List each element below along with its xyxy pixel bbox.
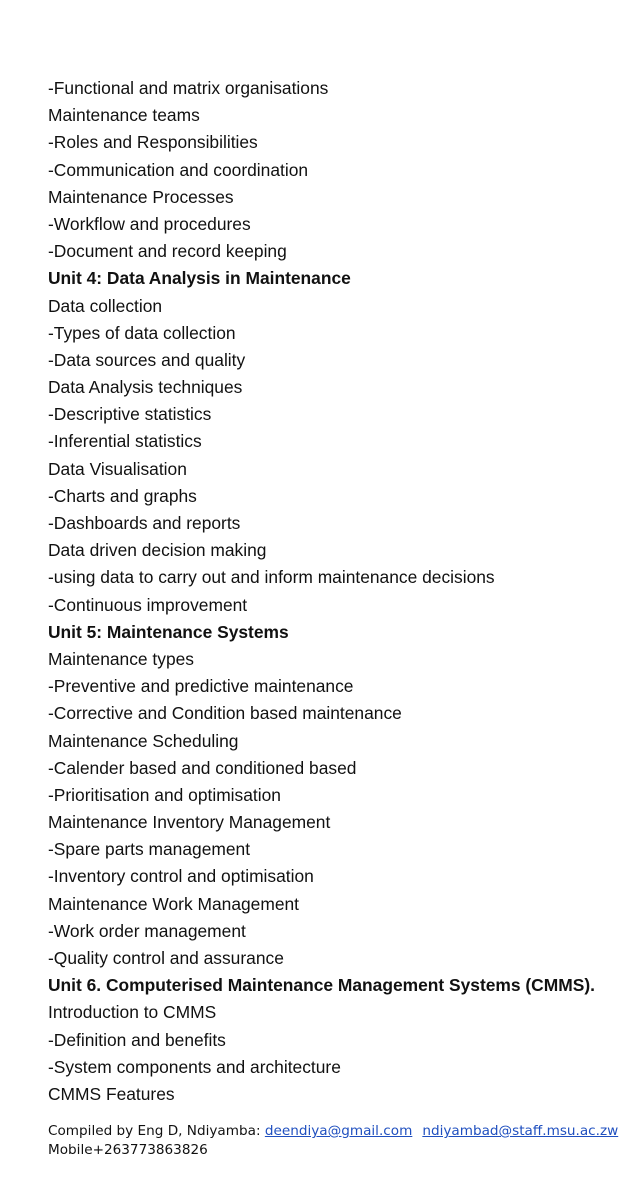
outline-line: -Roles and Responsibilities [48,132,258,153]
outline-line: CMMS Features [48,1083,175,1104]
outline-line: Data Visualisation [48,458,187,479]
outline-line: Data collection [48,295,163,316]
outline-line: -Data sources and quality [48,349,246,370]
outline-line: Maintenance Work Management [48,893,300,914]
outline-line: -Functional and matrix organisations [48,78,329,98]
outline-line: -Prioritisation and optimisation [48,784,281,805]
unit-heading: Unit 6. Computerised Maintenance Management Systems (CMMS). [48,975,595,996]
outline-line: -Continuous improvement [48,594,248,615]
page-footer [48,1122,618,1160]
outline-line: -using data to carry out and inform maintenance decisions [48,567,495,588]
outline-line: -Types of data collection [48,322,236,343]
outline-line: -System components and architecture [48,1056,341,1077]
outline-line: -Corrective and Condition based maintenance [48,703,402,724]
email-link-primary[interactable]: deendiya@gmail.com [264,1123,413,1139]
outline-line: -Dashboards and reports [48,513,241,533]
compiled-by-text: Compiled by Eng D, Ndiyamba: [48,1123,265,1139]
outline-line: Maintenance Scheduling [48,730,239,751]
unit-heading: Unit 4: Data Analysis in Maintenance [48,268,351,289]
mobile-number: Mobile+263773863826 [48,1142,208,1158]
outline-line: -Quality control and assurance [48,948,284,968]
outline-line: Introduction to CMMS [48,1002,217,1023]
outline-line: -Charts and graphs [48,485,197,506]
outline-line: Data Analysis techniques [48,377,243,398]
outline-line: -Inferential statistics [48,431,202,452]
outline-line: -Workflow and procedures [48,213,251,234]
outline-line: -Calender based and conditioned based [48,757,357,778]
outline-line: -Document and record keeping [48,241,287,262]
outline-line: Maintenance Inventory Management [48,812,331,833]
outline-line: Maintenance teams [48,105,200,126]
outline-line: -Communication and coordination [48,159,309,180]
outline-line: -Inventory control and optimisation [48,866,314,887]
outline-line: Maintenance types [48,648,194,669]
document-body [48,75,632,1108]
footer-credit-line [48,1122,618,1141]
outline-line: Maintenance Processes [48,186,234,207]
outline-line: -Definition and benefits [48,1029,226,1050]
email-link-staff[interactable]: ndiyambad@staff.msu.ac.zw [422,1123,619,1139]
outline-line: -Work order management [48,920,246,941]
unit-heading: Unit 5: Maintenance Systems [48,621,289,642]
outline-line: Data driven decision making [48,540,267,561]
outline-line: -Spare parts management [48,839,251,860]
outline-line: -Descriptive statistics [48,404,212,425]
outline-line: -Preventive and predictive maintenance [48,676,354,697]
